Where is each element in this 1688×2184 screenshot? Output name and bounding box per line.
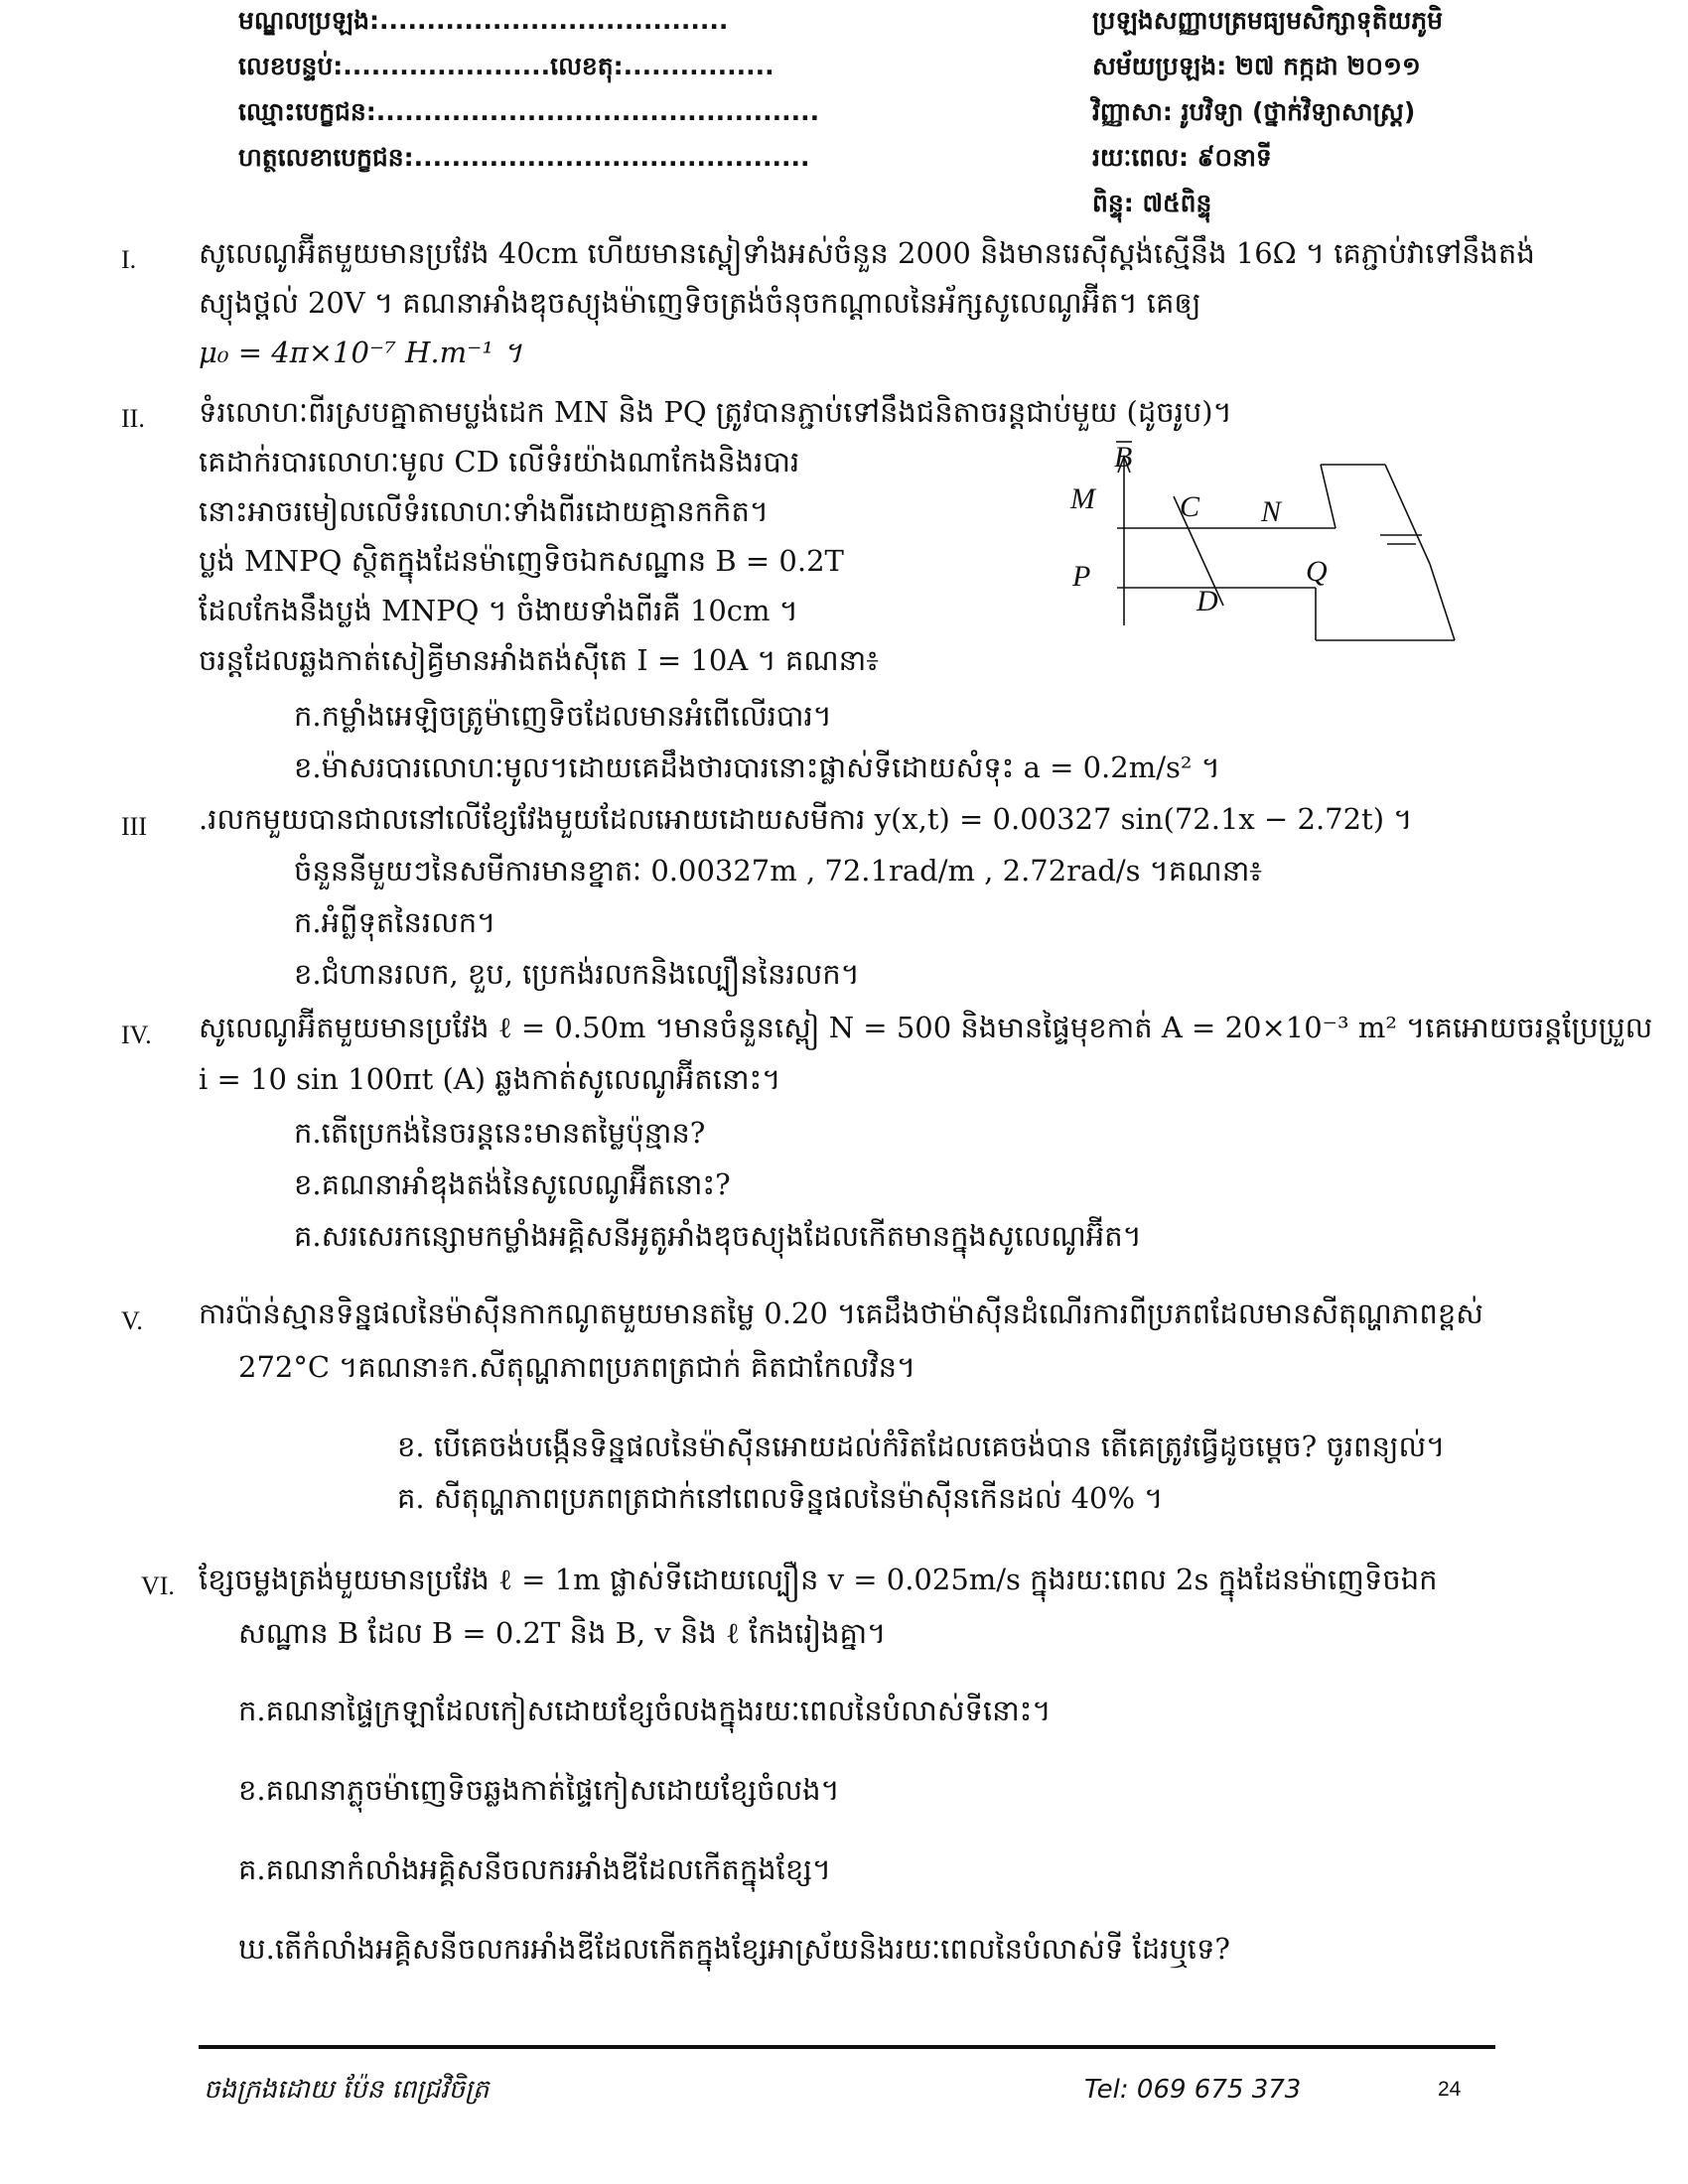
candidate-name-field: ឈ្មោះបេក្ខជន:...............................................	[238, 97, 820, 126]
sub-question: ខ.គណនាភ្លុចម៉ាញេទិចឆ្លងកាត់ផ្ទៃកៀសដោយខ្សែចំលង។	[238, 1773, 840, 1807]
candidate-signature-field: ហត្ថលេខាបេក្ខជន:..........................................	[238, 143, 810, 172]
question-number: IV.	[121, 1021, 152, 1049]
question-number: II.	[121, 404, 145, 433]
label-b: B	[1114, 441, 1133, 474]
question-line: គេដាក់របារលោហៈមូល CD លើទំរយ៉ាងណាកែងនិងរបារ	[199, 445, 800, 478]
sub-question: ក.គណនាផ្ទៃក្រឡាដែលកៀសដោយខ្សែចំលងក្នុងរយៈពេលនៃបំលាស់ទីនោះ។	[238, 1694, 1052, 1727]
circuit-figure	[1053, 437, 1470, 650]
sub-question: ក.កម្លាំងអេឡិចត្រូម៉ាញេទិចដែលមានអំពើលើរបារ។	[294, 699, 832, 733]
exam-session: សម័យប្រឡង: ២៧ កក្កដា ២០១១	[1092, 52, 1421, 80]
sub-question: ឃ.តើកំលាំងអគ្គិសនីចលករអាំងឌីដែលកើតក្នុងខ្សែអាស្រ័យនិងរយៈពេលនៃបំលាស់ទី ដែរឬទេ?	[238, 1932, 1230, 1966]
room-number-field: លេខបន្ទប់:......................លេខតុ:................	[238, 52, 774, 80]
sub-question: គ. សីតុណ្ហភាពប្រភពត្រជាក់នៅពេលទិន្នផលនៃម៉ាស៊ីនកើនដល់ 40% ។	[397, 1481, 1164, 1515]
label-d: D	[1196, 585, 1218, 617]
sub-question: ខ.ម៉ាសរបារលោហៈមូល។ដោយគេដឹងថារបារនោះផ្លាស់ទីដោយសំទុះ a = 0.2m/s² ។	[294, 751, 1220, 784]
exam-duration: រយៈពេល: ៩០នាទី	[1092, 143, 1272, 172]
question-line: ចំនួននីមួយៗនៃសមីការមានខ្នាតៈ 0.00327m , 72.1rad/m , 2.72rad/s ។គណនា៖	[294, 854, 1263, 887]
footer-author: ចងក្រងដោយ ប៉ែន ពេជ្រវិចិត្រ	[204, 2075, 490, 2105]
label-q: Q	[1306, 555, 1328, 588]
sub-question: ខ.ជំហានរលក, ខួប, ប្រេកង់រលកនិងល្បឿននៃរលក។	[294, 957, 860, 991]
question-line: i = 10 sin 100πt (A) ឆ្លងកាត់សូលេណូអ៊ីតនោះ។	[199, 1062, 781, 1096]
question-number: III	[121, 812, 147, 841]
question-line: ដែលកែងនឹងប្លង់ MNPQ ។ ចំងាយទាំងពីរគឺ 10cm ។	[199, 594, 798, 627]
question-line: ទំរលោហៈពីរស្របគ្នាតាមប្លង់ដេក MN និង PQ ត្រូវបានភ្ជាប់ទៅនឹងជនិតាចរន្តជាប់មួយ (ដូចរូប)។	[199, 395, 1232, 429]
footer-divider	[199, 2045, 1495, 2049]
question-number: I.	[121, 245, 137, 274]
question-line: សូលេណូអ៊ីតមួយមានប្រវែង ℓ = 0.50m ។មានចំនួនស្ពៀ N = 500 និងមានផ្ទៃមុខកាត់ A = 20×10⁻³ m² ។គេអោយចរន្តប្រែប្រួល	[199, 1011, 1653, 1044]
exam-title: ប្រឡងសញ្ញាបត្រមធ្យមសិក្សាទុតិយភូមិ	[1092, 6, 1444, 35]
question-line: ខ្សែចម្លងត្រង់មួយមានប្រវែង ℓ = 1m ផ្លាស់ទីដោយល្បឿន v = 0.025m/s ក្នុងរយៈពេល 2s ក្នុងដែនម៉ាញេទិចឯក	[199, 1563, 1438, 1596]
exam-score: ពិន្ទុ: ៧៥ពិន្ទុ	[1092, 189, 1212, 217]
question-line: ប្លង់ MNPQ ស្ថិតក្នុងដែនម៉ាញេទិចឯកសណ្ឋាន B = 0.2T	[199, 544, 844, 578]
page-number: 24	[1438, 2078, 1462, 2101]
question-line: ចរន្តដែលឆ្លងកាត់សៀគ្វីមានអាំងតង់ស៊ីតេ I = 10A ។ គណនា៖	[199, 643, 879, 677]
question-number: VI.	[141, 1571, 175, 1600]
question-line: សណ្ឋាន B ដែល B = 0.2T និង B, v និង ℓ កែងរៀងគ្នា។	[238, 1616, 887, 1650]
question-line: μ₀ = 4π×10⁻⁷ H.m⁻¹ ។	[199, 336, 522, 369]
exam-center-field: មណ្ឌលប្រឡង:.....................................	[238, 6, 729, 35]
question-line: 272°C ។គណនា៖ក.សីតុណ្ហភាពប្រភពត្រជាក់ គិតជាកែលវិន។	[238, 1350, 916, 1384]
sub-question: ក.អំព្លីទុតនៃរលក។	[294, 905, 496, 939]
question-line: .រលកមួយបានជាលនៅលើខ្សែវែងមួយដែលអោយដោយសមីការ y(x,t) = 0.00327 sin(72.1x − 2.72t) ។	[199, 802, 1413, 836]
label-m: M	[1070, 482, 1095, 515]
sub-question: ក.តើប្រេកង់នៃចរន្តនេះមានតម្លៃប៉ុន្មាន?	[294, 1116, 706, 1150]
sub-question: គ.គណនាកំលាំងអគ្គិសនីចលករអាំងឌីដែលកើតក្នុងខ្សែ។	[238, 1852, 832, 1886]
question-number: V.	[121, 1306, 143, 1335]
exam-subject: វិញ្ញាសា: រូបវិទ្យា (ថ្នាក់វិទ្យាសាស្ត្រ)	[1092, 97, 1416, 126]
label-n: N	[1261, 495, 1282, 528]
footer-phone: Tel: 069 675 373	[1084, 2075, 1302, 2105]
sub-question: គ.សរសេរកន្សោមកម្លាំងអគ្គិសនីអូតូអាំងឌុចស្យុងដែលកើតមានក្នុងសូលេណូអ៊ីត។	[294, 1219, 1142, 1253]
question-line: នោះអាចរមៀលលើទំរលោហៈទាំងពីរដោយគ្មានកកិត។	[199, 494, 769, 528]
sub-question: ខ. បើគេចង់បង្កើនទិន្នផលនៃម៉ាស៊ីនអោយដល់កំរិតដែលគេចង់បាន តើគេត្រូវធ្វើដូចម្ដេច? ចូរពន្យល់។	[397, 1430, 1446, 1463]
sub-question: ខ.គណនាអាំឌុងតង់នៃសូលេណូអ៊ីតនោះ?	[294, 1167, 731, 1201]
label-c: C	[1180, 490, 1200, 523]
question-line: ស្យុងថ្ពល់ 20V ។ គណនាអាំងឌុចស្យុងម៉ាញេទិចត្រង់ចំនុចកណ្ដាលនៃអ័ក្សសូលេណូអ៊ីត។ គេឲ្យ	[199, 286, 1201, 320]
question-line: សូលេណូអ៊ីតមួយមានប្រវែង 40cm ហើយមានស្ពៀទាំងអស់ចំនួន 2000 និងមានរេស៊ីស្តង់ស្មើនឹង 16Ω ។ គេភ្ជាប់វាទៅនឹងតង់	[199, 236, 1535, 270]
question-line: ការប៉ាន់ស្មានទិន្នផលនៃម៉ាស៊ីនកាកណូតមួយមានតម្លៃ 0.20 ។គេដឹងថាម៉ាស៊ីនដំណើរការពីប្រភពដែលមានសីតុណ្ហភាពខ្ពស់	[199, 1297, 1483, 1330]
label-p: P	[1072, 560, 1091, 593]
